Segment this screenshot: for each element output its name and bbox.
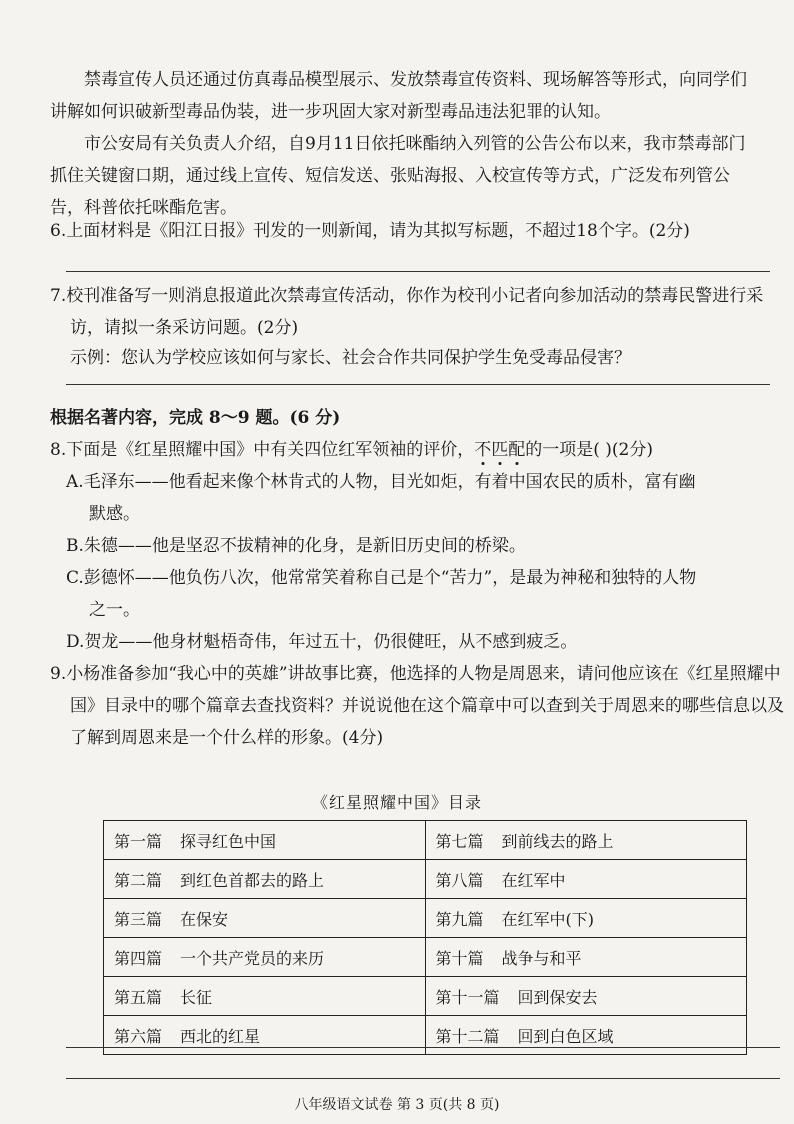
question-6: 6.上面材料是《阳江日报》刊发的一则新闻，请为其拟写标题，不超过18个字。(2分) — [50, 221, 690, 241]
toc-row — [104, 821, 747, 860]
toc-cell — [425, 899, 747, 938]
toc-table — [103, 820, 747, 1055]
answer-line-q7[interactable] — [66, 384, 770, 385]
toc-cell — [104, 899, 426, 938]
option-a-text-cont: 默感。 — [89, 504, 140, 524]
toc-cell — [425, 977, 747, 1016]
material-paragraph-1: 禁毒宣传人员还通过仿真毒品模型展示、发放禁毒宣传资料、现场解答等形式，向同学们讲解如何识破新型毒品伪装，进一步巩固大家对新型毒品违法犯罪的认知。 — [50, 70, 747, 122]
option-c[interactable] — [66, 562, 766, 626]
answer-line-q6[interactable] — [66, 271, 770, 272]
chapter-number: 第九篇 — [435, 909, 484, 929]
toc-row — [104, 899, 747, 938]
toc-cell — [425, 860, 747, 899]
toc-row — [104, 860, 747, 899]
question-8-prefix: 8.下面是《红星照耀中国》中有关四位红军领袖的评价， — [50, 440, 475, 460]
chapter-number: 第七篇 — [435, 831, 484, 851]
chapter-number: 第六篇 — [114, 1026, 163, 1046]
toc-cell — [425, 1016, 747, 1055]
chapter-number: 第一篇 — [114, 831, 163, 851]
option-a-text: 毛泽东——他看起来像个林肯式的人物，目光如炬，有着中国农民的质朴，富有幽 — [83, 472, 696, 492]
chapter-name: 回到白色区域 — [517, 1026, 614, 1046]
chapter-name: 在红军中(下) — [501, 909, 595, 929]
option-c-label: C. — [66, 568, 84, 588]
chapter-number: 第二篇 — [114, 870, 163, 890]
option-c-text-cont: 之一。 — [89, 600, 140, 620]
option-d-text: 贺龙——他身材魁梧奇伟，年过五十，仍很健旺，从不感到疲乏。 — [84, 632, 578, 652]
question-7: 7.校刊准备写一则消息报道此次禁毒宣传活动，你作为校刊小记者向参加活动的禁毒民警进行采访，请拟一条采访问题。(2分) — [50, 286, 764, 338]
option-d[interactable] — [66, 626, 766, 658]
chapter-number: 第五篇 — [114, 987, 163, 1007]
option-a-label: A. — [66, 472, 84, 492]
question-8-suffix: 的一项是( )(2分) — [525, 440, 653, 460]
option-b[interactable] — [66, 530, 766, 562]
emphasis-char-1: 不 — [474, 440, 492, 460]
chapter-name: 在保安 — [180, 909, 229, 929]
emphasis-char-2: 匹 — [491, 440, 509, 460]
toc-cell — [104, 977, 426, 1016]
chapter-name: 探寻红色中国 — [180, 831, 277, 851]
chapter-name: 到前线去的路上 — [501, 831, 614, 851]
question-7-example: 示例：您认为学校应该如何与家长、社会合作共同保护学生免受毒品侵害？ — [70, 348, 631, 368]
chapter-name: 战争与和平 — [501, 948, 582, 968]
chapter-name: 西北的红星 — [180, 1026, 261, 1046]
toc-cell — [104, 860, 426, 899]
chapter-name: 在红军中 — [501, 870, 566, 890]
toc-row — [104, 938, 747, 977]
emphasis-char-3: 配 — [508, 440, 526, 460]
answer-line-q9-2[interactable] — [66, 1078, 780, 1079]
toc-cell — [104, 938, 426, 977]
toc-cell — [104, 821, 426, 860]
toc-cell — [425, 938, 747, 977]
toc-row — [104, 1016, 747, 1055]
option-a[interactable] — [66, 466, 766, 530]
chapter-number: 第十一篇 — [435, 987, 500, 1007]
option-b-text: 朱德——他是坚忍不拔精神的化身，是新旧历史间的桥梁。 — [83, 536, 526, 556]
chapter-name: 一个共产党员的来历 — [180, 948, 325, 968]
option-c-text: 彭德怀——他负伤八次，他常常笑着称自己是个“苦力”，是最为神秘和独特的人物 — [83, 568, 697, 588]
question-9: 9.小杨准备参加“我心中的英雄”讲故事比赛，他选择的人物是周恩来，请问他应该在《红星照耀中国》目录中的哪个篇章去查找资料？并说说他在这个篇章中可以查到关于周恩来的哪些信息以及了解到周恩来是一个什么样的形象。(4分) — [50, 664, 784, 748]
option-b-label: B. — [66, 536, 84, 556]
page-footer: 八年级语文试卷 第 3 页(共 8 页) — [294, 1097, 500, 1113]
material-paragraph-2: 市公安局有关负责人介绍，自9月11日依托咪酯纳入列管的公告公布以来，我市禁毒部门抓住关键窗口期，通过线上宣传、短信发送、张贴海报、入校宣传等方式，广泛发布列管公告，科普依托咪酯危害。 — [50, 134, 746, 218]
section-title-8-9: 根据名著内容，完成 8～9 题。(6 分) — [50, 408, 341, 428]
chapter-number: 第三篇 — [114, 909, 163, 929]
chapter-number: 第十二篇 — [435, 1026, 500, 1046]
chapter-name: 回到保安去 — [517, 987, 598, 1007]
option-d-label: D. — [66, 632, 85, 652]
chapter-number: 第十篇 — [435, 948, 484, 968]
chapter-name: 到红色首都去的路上 — [180, 870, 325, 890]
toc-title: 《红星照耀中国》目录 — [311, 793, 482, 812]
toc-cell — [104, 1016, 426, 1055]
question-8 — [50, 434, 766, 466]
toc-cell — [425, 821, 747, 860]
chapter-number: 第八篇 — [435, 870, 484, 890]
answer-line-q9-1[interactable] — [66, 1047, 780, 1048]
toc-row — [104, 977, 747, 1016]
chapter-name: 长征 — [180, 987, 213, 1007]
chapter-number: 第四篇 — [114, 948, 163, 968]
